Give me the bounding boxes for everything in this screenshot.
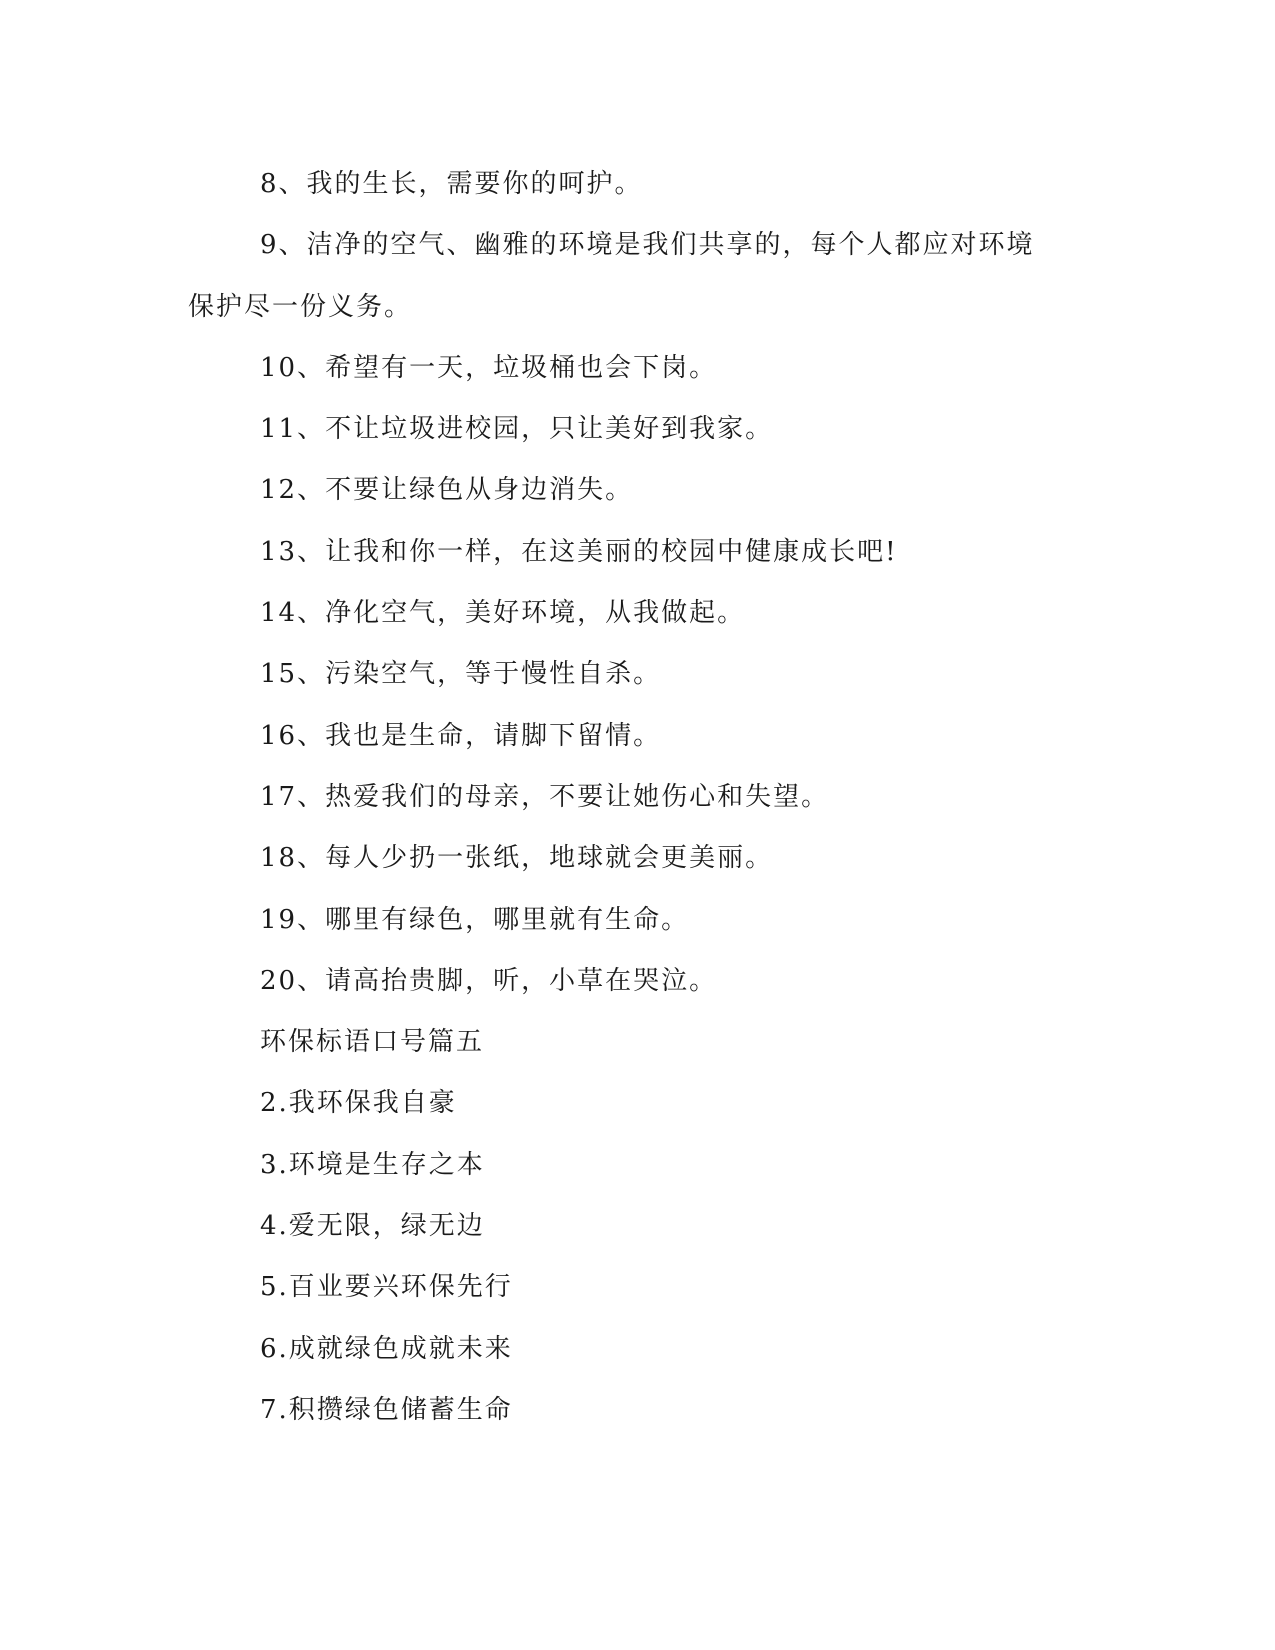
slogan-line-continuation: 保护尽一份义务。 (188, 291, 413, 322)
slogan-line: 8、我的生长，需要你的呵护。 (260, 169, 643, 199)
slogan-line: 15、污染空气，等于慢性自杀。 (260, 659, 662, 690)
slogan-line: 10、希望有一天，垃圾桶也会下岗。 (260, 352, 718, 383)
slogan-line: 14、净化空气，美好环境，从我做起。 (260, 598, 746, 629)
slogan-line: 3.环境是生存之本 (260, 1149, 485, 1180)
slogan-line: 6.成就绿色成就未来 (260, 1333, 513, 1364)
slogan-line: 19、哪里有绿色，哪里就有生命。 (260, 904, 690, 935)
slogan-line: 12、不要让绿色从身边消失。 (260, 475, 634, 506)
slogan-line: 17、热爱我们的母亲，不要让她伤心和失望。 (260, 781, 830, 812)
slogan-line: 7.积攒绿色储蓄生命 (260, 1394, 513, 1425)
slogan-line: 20、请高抬贵脚，听，小草在哭泣。 (260, 965, 718, 996)
slogan-line: 11、不让垃圾进校园，只让美好到我家。 (260, 414, 774, 445)
slogan-line: 5.百业要兴环保先行 (260, 1272, 513, 1303)
slogan-line: 13、让我和你一样，在这美丽的校园中健康成长吧! (260, 536, 898, 567)
slogan-line: 4.爱无限，绿无边 (260, 1211, 485, 1242)
slogan-line: 16、我也是生命，请脚下留情。 (260, 720, 662, 751)
section-heading: 环保标语口号篇五 (260, 1027, 485, 1058)
slogan-line: 2.我环保我自豪 (260, 1088, 457, 1119)
slogan-line: 18、每人少扔一张纸，地球就会更美丽。 (260, 843, 774, 874)
document-body (188, 164, 1058, 1451)
slogan-line: 9、洁净的空气、幽雅的环境是我们共享的，每个人都应对环境 (260, 230, 1035, 261)
